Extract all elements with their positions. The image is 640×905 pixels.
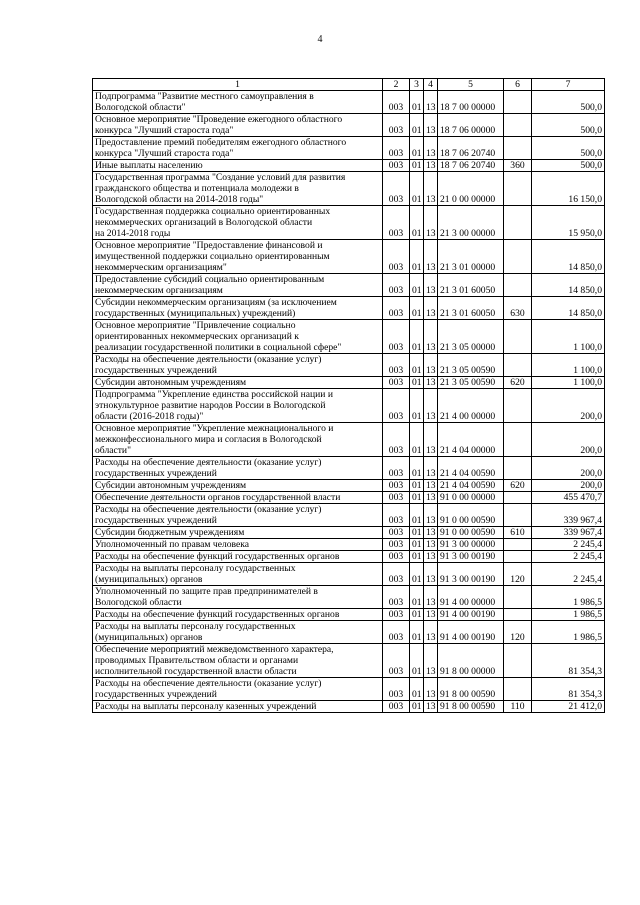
table-row: [93, 586, 605, 609]
subsection-code-cell: 13: [424, 423, 438, 457]
subsection-code-cell: 13: [424, 492, 438, 504]
amount-cell: 2 245,4: [532, 563, 605, 586]
target-article-code-cell: 91 0 00 00590: [438, 504, 504, 527]
expense-type-code-cell: [504, 91, 532, 114]
expense-type-code-cell: [504, 389, 532, 423]
table-row: [93, 114, 605, 137]
subsection-code-cell: 13: [424, 678, 438, 701]
item-name-cell: Обеспечение деятельности органов государственной власти: [93, 492, 383, 504]
expense-type-code-cell: 610: [504, 527, 532, 539]
amount-cell: 500,0: [532, 137, 605, 160]
table-row: [93, 354, 605, 377]
section-code-cell: 01: [410, 527, 424, 539]
item-name-cell: Расходы на выплаты персоналу казенных учреждений: [93, 701, 383, 713]
department-code-cell: 003: [383, 389, 410, 423]
subsection-code-cell: 13: [424, 160, 438, 172]
amount-cell: 500,0: [532, 160, 605, 172]
department-code-cell: 003: [383, 91, 410, 114]
expense-type-code-cell: 630: [504, 297, 532, 320]
section-code-cell: 01: [410, 504, 424, 527]
subsection-code-cell: 13: [424, 91, 438, 114]
amount-cell: 21 412,0: [532, 701, 605, 713]
table-row: [93, 644, 605, 678]
expense-type-code-cell: 620: [504, 377, 532, 389]
table-row: [93, 389, 605, 423]
table-row: [93, 527, 605, 539]
section-code-cell: 01: [410, 423, 424, 457]
item-name-cell: Обеспечение мероприятий межведомственного характера, проводимых Правительством области и органами исполнительной государственной власти области: [93, 644, 383, 678]
department-code-cell: 003: [383, 240, 410, 274]
header-cell: 3: [410, 79, 424, 91]
amount-cell: 1 100,0: [532, 377, 605, 389]
item-name-cell: Подпрограмма "Развитие местного самоуправления в Вологодской области": [93, 91, 383, 114]
target-article-code-cell: 91 4 00 00190: [438, 609, 504, 621]
expense-type-code-cell: [504, 644, 532, 678]
amount-cell: 81 354,3: [532, 644, 605, 678]
amount-cell: 2 245,4: [532, 539, 605, 551]
header-cell: 2: [383, 79, 410, 91]
target-article-code-cell: 18 7 06 20740: [438, 137, 504, 160]
subsection-code-cell: 13: [424, 457, 438, 480]
section-code-cell: 01: [410, 206, 424, 240]
item-name-cell: Субсидии некоммерческим организациям (за исключением государственных (муниципальных) учреждений): [93, 297, 383, 320]
target-article-code-cell: 21 4 04 00590: [438, 457, 504, 480]
target-article-code-cell: 91 3 00 00190: [438, 551, 504, 563]
section-code-cell: 01: [410, 563, 424, 586]
section-code-cell: 01: [410, 539, 424, 551]
item-name-cell: Расходы на выплаты персоналу государственных (муниципальных) органов: [93, 621, 383, 644]
section-code-cell: 01: [410, 91, 424, 114]
amount-cell: 200,0: [532, 423, 605, 457]
subsection-code-cell: 13: [424, 114, 438, 137]
subsection-code-cell: 13: [424, 389, 438, 423]
subsection-code-cell: 13: [424, 297, 438, 320]
expense-type-code-cell: [504, 457, 532, 480]
subsection-code-cell: 13: [424, 586, 438, 609]
item-name-cell: Уполномоченный по правам человека: [93, 539, 383, 551]
item-name-cell: Предоставление премий победителям ежегодного областного конкурса "Лучший староста года": [93, 137, 383, 160]
expense-type-code-cell: [504, 539, 532, 551]
amount-cell: 14 850,0: [532, 297, 605, 320]
subsection-code-cell: 13: [424, 240, 438, 274]
department-code-cell: 003: [383, 701, 410, 713]
amount-cell: 1 100,0: [532, 320, 605, 354]
amount-cell: 200,0: [532, 457, 605, 480]
target-article-code-cell: 21 3 05 00000: [438, 320, 504, 354]
subsection-code-cell: 13: [424, 377, 438, 389]
header-cell: 1: [93, 79, 383, 91]
department-code-cell: 003: [383, 274, 410, 297]
header-cell: 7: [532, 79, 605, 91]
department-code-cell: 003: [383, 539, 410, 551]
table-row: [93, 137, 605, 160]
department-code-cell: 003: [383, 297, 410, 320]
target-article-code-cell: 18 7 06 20740: [438, 160, 504, 172]
section-code-cell: 01: [410, 354, 424, 377]
target-article-code-cell: 21 0 00 00000: [438, 172, 504, 206]
table-row: [93, 621, 605, 644]
section-code-cell: 01: [410, 389, 424, 423]
department-code-cell: 003: [383, 563, 410, 586]
item-name-cell: Расходы на обеспечение деятельности (оказание услуг) государственных учреждений: [93, 504, 383, 527]
target-article-code-cell: 21 3 01 60050: [438, 297, 504, 320]
item-name-cell: Уполномоченный по защите прав предпринимателей в Вологодской области: [93, 586, 383, 609]
table-row: [93, 678, 605, 701]
target-article-code-cell: 21 3 05 00590: [438, 377, 504, 389]
amount-cell: 14 850,0: [532, 240, 605, 274]
table-header-row: [93, 79, 605, 91]
expense-type-code-cell: [504, 354, 532, 377]
table-row: [93, 492, 605, 504]
expense-type-code-cell: [504, 172, 532, 206]
expense-type-code-cell: 620: [504, 480, 532, 492]
subsection-code-cell: 13: [424, 320, 438, 354]
department-code-cell: 003: [383, 423, 410, 457]
amount-cell: 1 986,5: [532, 586, 605, 609]
department-code-cell: 003: [383, 137, 410, 160]
target-article-code-cell: 91 8 00 00590: [438, 678, 504, 701]
department-code-cell: 003: [383, 678, 410, 701]
subsection-code-cell: 13: [424, 172, 438, 206]
table-row: [93, 160, 605, 172]
amount-cell: 339 967,4: [532, 504, 605, 527]
target-article-code-cell: 18 7 06 00000: [438, 114, 504, 137]
subsection-code-cell: 13: [424, 206, 438, 240]
target-article-code-cell: 91 4 00 00190: [438, 621, 504, 644]
expense-type-code-cell: [504, 274, 532, 297]
section-code-cell: 01: [410, 621, 424, 644]
amount-cell: 339 967,4: [532, 527, 605, 539]
budget-table-body: [93, 79, 605, 713]
item-name-cell: Государственная поддержка социально ориентированных некоммерческих организаций в Вологодской области на 2014-2018 годы: [93, 206, 383, 240]
expense-type-code-cell: [504, 206, 532, 240]
table-row: [93, 423, 605, 457]
target-article-code-cell: 91 0 00 00590: [438, 527, 504, 539]
section-code-cell: 01: [410, 240, 424, 274]
subsection-code-cell: 13: [424, 527, 438, 539]
target-article-code-cell: 18 7 00 00000: [438, 91, 504, 114]
subsection-code-cell: 13: [424, 644, 438, 678]
table-row: [93, 240, 605, 274]
table-row: [93, 457, 605, 480]
amount-cell: 500,0: [532, 114, 605, 137]
department-code-cell: 003: [383, 354, 410, 377]
expense-type-code-cell: 360: [504, 160, 532, 172]
department-code-cell: 003: [383, 377, 410, 389]
subsection-code-cell: 13: [424, 539, 438, 551]
target-article-code-cell: 91 0 00 00000: [438, 492, 504, 504]
department-code-cell: 003: [383, 320, 410, 354]
amount-cell: 16 150,0: [532, 172, 605, 206]
subsection-code-cell: 13: [424, 354, 438, 377]
expense-type-code-cell: 110: [504, 701, 532, 713]
item-name-cell: Иные выплаты населению: [93, 160, 383, 172]
budget-table: [92, 78, 605, 713]
subsection-code-cell: 13: [424, 563, 438, 586]
header-cell: 6: [504, 79, 532, 91]
item-name-cell: Расходы на обеспечение деятельности (оказание услуг) государственных учреждений: [93, 354, 383, 377]
amount-cell: 455 470,7: [532, 492, 605, 504]
amount-cell: 81 354,3: [532, 678, 605, 701]
section-code-cell: 01: [410, 480, 424, 492]
item-name-cell: Расходы на обеспечение функций государственных органов: [93, 551, 383, 563]
target-article-code-cell: 91 8 00 00000: [438, 644, 504, 678]
table-row: [93, 480, 605, 492]
table-row: [93, 274, 605, 297]
amount-cell: 1 986,5: [532, 621, 605, 644]
item-name-cell: Расходы на обеспечение деятельности (оказание услуг) государственных учреждений: [93, 678, 383, 701]
target-article-code-cell: 21 3 05 00590: [438, 354, 504, 377]
expense-type-code-cell: 120: [504, 563, 532, 586]
amount-cell: 200,0: [532, 480, 605, 492]
department-code-cell: 003: [383, 492, 410, 504]
table-row: [93, 504, 605, 527]
header-cell: 5: [438, 79, 504, 91]
expense-type-code-cell: [504, 240, 532, 274]
expense-type-code-cell: [504, 504, 532, 527]
target-article-code-cell: 21 3 01 60050: [438, 274, 504, 297]
target-article-code-cell: 91 8 00 00590: [438, 701, 504, 713]
expense-type-code-cell: [504, 423, 532, 457]
target-article-code-cell: 21 4 04 00000: [438, 423, 504, 457]
department-code-cell: 003: [383, 644, 410, 678]
section-code-cell: 01: [410, 492, 424, 504]
target-article-code-cell: 91 3 00 00000: [438, 539, 504, 551]
table-row: [93, 539, 605, 551]
section-code-cell: 01: [410, 609, 424, 621]
expense-type-code-cell: [504, 609, 532, 621]
item-name-cell: Государственная программа "Создание условий для развития гражданского общества и потенциала молодежи в Вологодской области на 2014-2018 годы": [93, 172, 383, 206]
department-code-cell: 003: [383, 457, 410, 480]
expense-type-code-cell: [504, 551, 532, 563]
table-row: [93, 701, 605, 713]
amount-cell: 200,0: [532, 389, 605, 423]
target-article-code-cell: 21 3 01 00000: [438, 240, 504, 274]
department-code-cell: 003: [383, 586, 410, 609]
department-code-cell: 003: [383, 480, 410, 492]
expense-type-code-cell: [504, 678, 532, 701]
target-article-code-cell: 21 3 00 00000: [438, 206, 504, 240]
subsection-code-cell: 13: [424, 504, 438, 527]
table-row: [93, 377, 605, 389]
department-code-cell: 003: [383, 551, 410, 563]
section-code-cell: 01: [410, 551, 424, 563]
expense-type-code-cell: [504, 492, 532, 504]
department-code-cell: 003: [383, 172, 410, 206]
section-code-cell: 01: [410, 172, 424, 206]
section-code-cell: 01: [410, 586, 424, 609]
expense-type-code-cell: [504, 586, 532, 609]
item-name-cell: Предоставление субсидий социально ориентированным некоммерческим организациям: [93, 274, 383, 297]
subsection-code-cell: 13: [424, 551, 438, 563]
amount-cell: 1 986,5: [532, 609, 605, 621]
item-name-cell: Основное мероприятие "Укрепление межнационального и межконфессионального мира и согласия в Вологодской области": [93, 423, 383, 457]
item-name-cell: Подпрограмма "Укрепление единства российской нации и этнокультурное развитие народов России в Вологодской области (2016-2018 годы)": [93, 389, 383, 423]
table-row: [93, 172, 605, 206]
subsection-code-cell: 13: [424, 609, 438, 621]
section-code-cell: 01: [410, 160, 424, 172]
section-code-cell: 01: [410, 701, 424, 713]
item-name-cell: Расходы на обеспечение деятельности (оказание услуг) государственных учреждений: [93, 457, 383, 480]
section-code-cell: 01: [410, 320, 424, 354]
subsection-code-cell: 13: [424, 480, 438, 492]
item-name-cell: Основное мероприятие "Привлечение социально ориентированных некоммерческих организаций к реализации государственной политики в социальной сфере": [93, 320, 383, 354]
department-code-cell: 003: [383, 621, 410, 644]
subsection-code-cell: 13: [424, 274, 438, 297]
table-row: [93, 297, 605, 320]
target-article-code-cell: 21 4 04 00590: [438, 480, 504, 492]
table-row: [93, 551, 605, 563]
subsection-code-cell: 13: [424, 621, 438, 644]
section-code-cell: 01: [410, 114, 424, 137]
item-name-cell: Субсидии бюджетным учреждениям: [93, 527, 383, 539]
header-cell: 4: [424, 79, 438, 91]
amount-cell: 2 245,4: [532, 551, 605, 563]
table-row: [93, 91, 605, 114]
expense-type-code-cell: 120: [504, 621, 532, 644]
amount-cell: 14 850,0: [532, 274, 605, 297]
item-name-cell: Субсидии автономным учреждениям: [93, 377, 383, 389]
section-code-cell: 01: [410, 297, 424, 320]
table-row: [93, 609, 605, 621]
table-row: [93, 563, 605, 586]
amount-cell: 500,0: [532, 91, 605, 114]
subsection-code-cell: 13: [424, 137, 438, 160]
department-code-cell: 003: [383, 206, 410, 240]
table-row: [93, 206, 605, 240]
section-code-cell: 01: [410, 644, 424, 678]
department-code-cell: 003: [383, 114, 410, 137]
section-code-cell: 01: [410, 137, 424, 160]
department-code-cell: 003: [383, 609, 410, 621]
item-name-cell: Расходы на выплаты персоналу государственных (муниципальных) органов: [93, 563, 383, 586]
subsection-code-cell: 13: [424, 701, 438, 713]
expense-type-code-cell: [504, 137, 532, 160]
item-name-cell: Основное мероприятие "Проведение ежегодного областного конкурса "Лучший староста года": [93, 114, 383, 137]
item-name-cell: Расходы на обеспечение функций государственных органов: [93, 609, 383, 621]
target-article-code-cell: 91 4 00 00000: [438, 586, 504, 609]
target-article-code-cell: 91 3 00 00190: [438, 563, 504, 586]
item-name-cell: Основное мероприятие "Предоставление финансовой и имущественной поддержки социально ориентированным некоммерческим организациям": [93, 240, 383, 274]
department-code-cell: 003: [383, 504, 410, 527]
item-name-cell: Субсидии автономным учреждениям: [93, 480, 383, 492]
section-code-cell: 01: [410, 678, 424, 701]
section-code-cell: 01: [410, 457, 424, 480]
table-row: [93, 320, 605, 354]
target-article-code-cell: 21 4 00 00000: [438, 389, 504, 423]
department-code-cell: 003: [383, 527, 410, 539]
section-code-cell: 01: [410, 274, 424, 297]
expense-type-code-cell: [504, 114, 532, 137]
page-number: 4: [317, 34, 323, 45]
department-code-cell: 003: [383, 160, 410, 172]
expense-type-code-cell: [504, 320, 532, 354]
amount-cell: 1 100,0: [532, 354, 605, 377]
section-code-cell: 01: [410, 377, 424, 389]
amount-cell: 15 950,0: [532, 206, 605, 240]
